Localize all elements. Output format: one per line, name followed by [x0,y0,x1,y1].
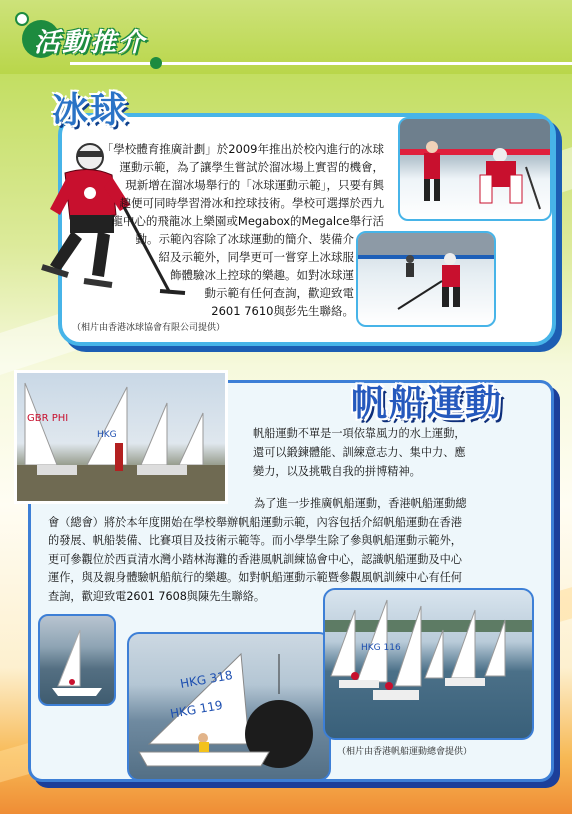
ice-hockey-text-line: 動。示範內容除了冰球運動的簡介、裝備介 [135,232,354,246]
sailing-body-line: 的發展、帆船裝備、比賽項目及技術示範等。而小學學生除了參與帆船運動示範外， [48,534,462,547]
ice-hockey-text-line: 「學校體育推廣計劃」於2009年推出於校內進行的冰球 [101,142,384,156]
sail-mark: HKG [97,430,117,440]
sail-mark: GBR PHI [27,413,69,424]
sailing-intro-line: 帆船運動不單是一項依靠風力的水上運動， [253,427,466,440]
ice-hockey-text-line: 現新增在溜冰場舉行的「冰球運動示範」，只要有興 [125,178,384,192]
sailing-photo-credit: （相片由香港帆船運動總會提供） [337,747,473,757]
sail-mark: HKG 119 [169,697,224,721]
sailing-body-line: 會（總會）將於本年度開始在學校舉辦帆船運動示範，內容包括介紹帆船運動在香港 [48,516,462,529]
ice-hockey-text-line: 動示範有任何查詢，歡迎致電 [204,286,354,300]
sailing-body-line: 更可參觀位於西貢清水灣小踏林海灘的香港風帆訓練協會中心，認識帆船運動及中心 [48,553,462,566]
sailing-title: 帆船運動 [351,383,504,424]
ice-hockey-text-line: 2601 7610與彭先生聯絡。 [211,304,354,318]
ice-hockey-text-line: 運動示範，為了讓學生嘗試於溜冰場上實習的機會， [119,160,384,174]
ice-hockey-text-line: 龍中心的飛龍冰上樂園或Megabox的Megalce舉行活 [111,214,384,228]
sailing-intro-line: 還可以鍛鍊體能、訓練意志力、集中力、應 [253,446,466,459]
sailing-photo-boats-on-shore [14,370,228,504]
sailing-photo-child-sailing [127,632,331,781]
logo-dot-icon [150,57,162,69]
sailing-photo-small-boat [38,614,116,706]
sailing-body-line: 運作，與及親身體驗帆船航行的樂趣。如對帆船運動示範暨參觀風帆訓練中心有任何 [48,571,462,584]
sail-mark: HKG 116 [361,643,401,653]
ice-hockey-text-line: 趣便可同時學習滑冰和控球技術。學校可選擇於西九 [119,196,384,210]
logo-dot-icon [15,12,29,26]
ice-hockey-photo-1 [398,117,552,221]
header-divider [70,62,572,65]
ice-hockey-text-line: 飾體驗冰上控球的樂趣。如對冰球運 [170,268,354,282]
ice-hockey-title: 冰球 [52,90,129,131]
ice-hockey-photo-2 [356,231,496,327]
sailing-photo-fleet [323,588,534,740]
sailing-body-line: 查詢，歡迎致電2601 7608與陳先生聯絡。 [48,590,266,603]
section-title: 活動推介 [34,28,147,58]
ice-hockey-text-line: 紹及示範外，同學更可一嘗穿上冰球服 [158,250,354,264]
sail-mark: HKG 318 [179,667,234,691]
ice-hockey-photo-credit: （相片由香港冰球協會有限公司提供） [72,323,226,333]
sailing-intro-line: 變力，以及挑戰自我的拼博精神。 [253,465,421,478]
sailing-body-line: 為了進一步推廣帆船運動，香港帆船運動總 [254,497,467,510]
